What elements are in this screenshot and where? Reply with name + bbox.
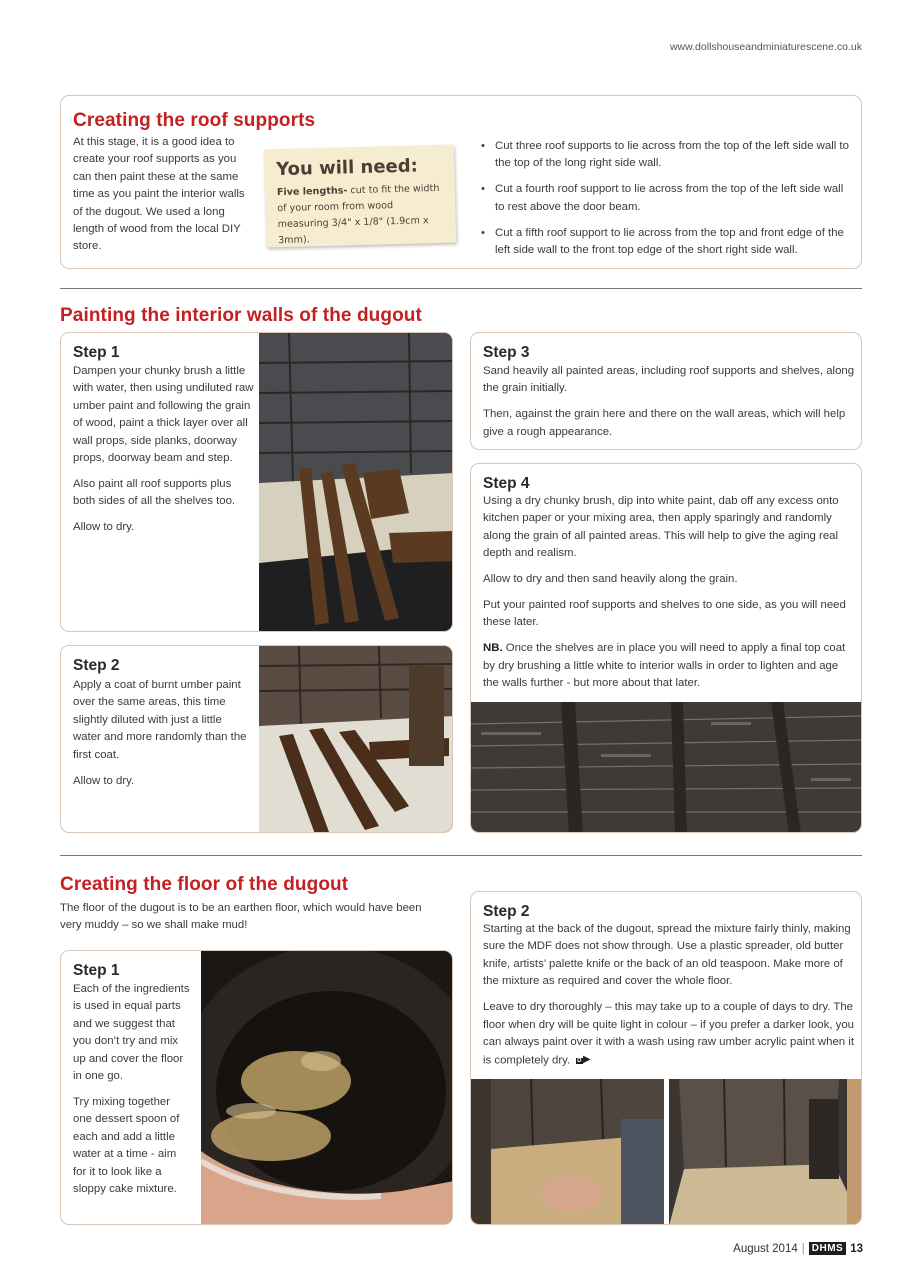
floor-step2-text: Starting at the back of the dugout, spread the mixture fairly thinly, making sure the MDF does not show through. Use a plastic spreader, old butter knife, artists’ palette knife or the back of an old teaspoon. Make more of the mixture as required and cover the whole floor. Leave to dry thoroughly – this may take up to a couple of days to dry. The floor when dry will be quite light in colour – if you prefer a darker look, you can always paint over it with a wash using raw umber acrylic paint when it is completely dry. D▶ (483, 921, 855, 1079)
floor-step1-text: Each of the ingredients is used in equal parts and we suggest that you don’t try and mix up and cover the floor in one go. Try mixing together one dessert spoon of each and add a little water at a time - aim for it to look like a sloppy cake mixture. (73, 983, 190, 1195)
painting-step1-label: Step 1 (73, 344, 120, 361)
roof-intro: At this stage, it is a good idea to create your roof supports as you can then paint these at the same time as you paint the interior walls of the dugout. We used a long length of wood from the local DIY store. (73, 136, 245, 253)
painting-step3-text: Sand heavily all painted areas, including roof supports and shelves, along the grain initially. Then, against the grain here and there on the wall areas, which will help give a rough appearance. (483, 365, 855, 438)
divider (60, 855, 862, 856)
floor-title: Creating the floor of the dugout (60, 874, 349, 895)
end-mark-icon: D▶ (577, 1054, 591, 1066)
painted-planks-photo (259, 333, 453, 632)
issue-date: August 2014 (733, 1242, 798, 1255)
site-url: www.dollshouseandminiaturescene.co.uk (669, 41, 862, 53)
nb-label: NB. (483, 642, 503, 655)
dhms-logo: DHMS (809, 1242, 846, 1255)
page-number: 13 (850, 1242, 863, 1255)
painting-step1-text: Dampen your chunky brush a little with water, then using undiluted raw umber paint and following the grain of wood, paint a thick layer over all wall props, side planks, doorway props, doorway beam and step. Also paint all roof supports plus both sides of all the shelves too. Allow to dry. (73, 365, 254, 534)
painting-step2-text: Apply a coat of burnt umber paint over the same areas, this time slightly diluted with just a little water and more randomly than the first coat. Allow to dry. (73, 679, 247, 787)
mud-mixture-photo (201, 951, 453, 1225)
finished-floor-photo (669, 1079, 862, 1225)
note-title: You will need: (276, 155, 419, 181)
painting-title: Painting the interior walls of the dugout (60, 305, 422, 326)
roof-supports-title: Creating the roof supports (73, 110, 316, 131)
divider (60, 288, 862, 289)
list-item: • Cut a fourth roof support to lie across from the top of the left side wall to rest above the door beam. (481, 181, 853, 216)
floor-step1-label: Step 1 (73, 962, 120, 979)
dhms-mini-logo: D (577, 1058, 582, 1065)
painting-step4-label: Step 4 (483, 475, 530, 492)
roof-bullet-list (481, 138, 853, 268)
note-label: Five lengths- (276, 185, 348, 199)
list-item: • Cut a fifth roof support to lie across from the top and front edge of the left side wall to the front top edge of the short right side wall. (481, 225, 853, 260)
page-footer: August 2014 | DHMS 13 (733, 1242, 863, 1255)
you-will-need-note (264, 145, 457, 248)
painting-step3-label: Step 3 (483, 344, 530, 361)
aged-walls-photo (471, 702, 862, 833)
painting-step4-text: Using a dry chunky brush, dip into white paint, dab off any excess onto kitchen paper or your mixing area, then apply sparingly and randomly along the grain of all painted areas. This will help to give the aging real depth and realism. Allow to dry and then sand heavily along the grain. Put your painted roof supports and shelves to one side, as you will need these later. NB. Once the shelves are in place you will need to apply a final top coat by dry brushing a little white to interior walls in order to lighten and age the walls further - but more about that later. (483, 495, 846, 690)
floor-step2-label: Step 2 (483, 903, 530, 920)
burnt-umber-photo (259, 646, 453, 833)
painting-step2-label: Step 2 (73, 657, 120, 674)
list-item: • Cut three roof supports to lie across from the top of the left side wall to the top of the long right side wall. (481, 138, 853, 173)
note-text: cut to fit the width of your room from wood measuring 3/4" x 1/8" (1.9cm x 3mm). (277, 182, 440, 247)
spreading-floor-photo (471, 1079, 664, 1225)
floor-intro: The floor of the dugout is to be an earthen floor, which would have been very muddy – so we shall make mud! (60, 902, 422, 932)
